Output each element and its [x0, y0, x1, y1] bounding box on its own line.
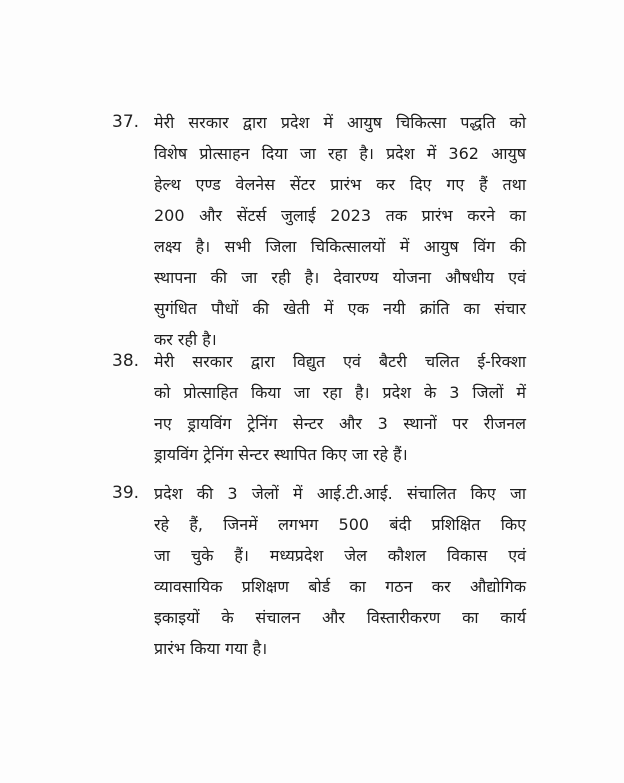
text-line: नए ड्रायविंग ट्रेनिंग सेन्टर और 3 स्थानों पर रीजनल — [154, 414, 526, 433]
text-line: व्यावसायिक प्रशिक्षण बोर्ड का गठन कर औद्योगिक — [154, 577, 526, 596]
text-line: सुगंधित पौधों की खेती में एक नयी क्रांति का संचार — [154, 299, 526, 318]
text-line: कर रही है। — [154, 330, 217, 349]
text-line: विशेष प्रोत्साहन दिया जा रहा है। प्रदेश में 362 आयुष — [154, 144, 526, 163]
text-line: इकाइयों के संचालन और विस्तारीकरण का कार्य — [154, 608, 526, 627]
text-line: को प्रोत्साहित किया जा रहा है। प्रदेश के 3 जिलों में — [154, 383, 526, 402]
text-line: प्रारंभ किया गया है। — [154, 639, 268, 658]
paragraph-number: 39. — [112, 483, 140, 503]
paragraph-number: 38. — [112, 351, 140, 371]
text-line: जा चुके हैं। मध्यप्रदेश जेल कौशल विकास एवं — [154, 546, 526, 565]
text-line: प्रदेश की 3 जेलों में आई.टी.आई. संचालित किए जा — [154, 484, 526, 503]
text-line: हेल्थ एण्ड वेलनेस सेंटर प्रारंभ कर दिए गए हैं तथा — [154, 175, 526, 194]
text-line: मेरी सरकार द्वारा प्रदेश में आयुष चिकित्सा पद्धति को — [154, 113, 526, 132]
text-line: स्थापना की जा रही है। देवारण्य योजना औषधीय एवं — [154, 268, 526, 287]
text-line: 200 और सेंटर्स जुलाई 2023 तक प्रारंभ करने का — [154, 206, 526, 225]
paragraph-number: 37. — [112, 112, 140, 132]
text-line: रहे हैं, जिनमें लगभग 500 बंदी प्रशिक्षित किए — [154, 515, 526, 534]
text-line: ड्रायविंग ट्रेनिंग सेन्टर स्थापित किए जा रहे हैं। — [154, 445, 408, 464]
text-line: लक्ष्य है। सभी जिला चिकित्सालयों में आयुष विंग की — [154, 237, 526, 256]
text-line: मेरी सरकार द्वारा विद्युत एवं बैटरी चलित ई-रिक्शा — [154, 352, 526, 371]
